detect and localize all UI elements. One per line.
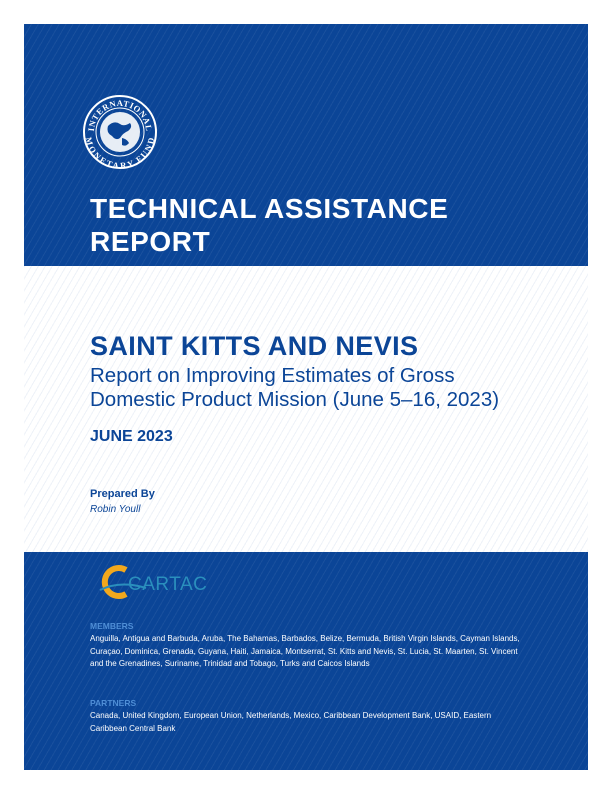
- cartac-logo-text: CARTAC: [128, 574, 208, 595]
- cartac-c-mark: [105, 568, 126, 596]
- report-date: JUNE 2023: [90, 428, 173, 445]
- members-list: Anguilla, Antigua and Barbuda, Aruba, The Bahamas, Barbados, Belize, Bermuda, British Virgin Islands, Cayman Islands, Curaçao, Dominica, Grenada, Guyana, Haiti, Jamaica, Montserrat, St. Kitts and Nevis, St. Lucia, St. Maarten, St. Vincent and the Grenadines, Suriname, Trinidad and Tobago, Turks and Caicos Islands: [90, 634, 520, 668]
- imf-seal-logo: [82, 94, 158, 170]
- author-name: Robin Youll: [90, 504, 141, 515]
- report-type-title: TECHNICAL ASSISTANCE REPORT: [90, 193, 449, 257]
- prepared-by-label: Prepared By: [90, 488, 155, 500]
- country-title: SAINT KITTS AND NEVIS: [90, 331, 419, 361]
- seal-bottom-text: MONETARY FUND: [83, 136, 157, 170]
- partners-label: PARTNERS: [90, 698, 137, 708]
- report-cover: [24, 24, 588, 770]
- seal-top-text: INTERNATIONAL: [85, 97, 155, 132]
- partners-list: Canada, United Kingdom, European Union, Netherlands, Mexico, Caribbean Development Bank, USAID, Eastern Caribbean Central Bank: [90, 711, 492, 733]
- report-subtitle: Report on Improving Estimates of Gross Domestic Product Mission (June 5–16, 2023): [90, 364, 500, 411]
- header-band: [24, 24, 588, 266]
- members-label: MEMBERS: [90, 621, 134, 631]
- cartac-logo: [94, 560, 224, 600]
